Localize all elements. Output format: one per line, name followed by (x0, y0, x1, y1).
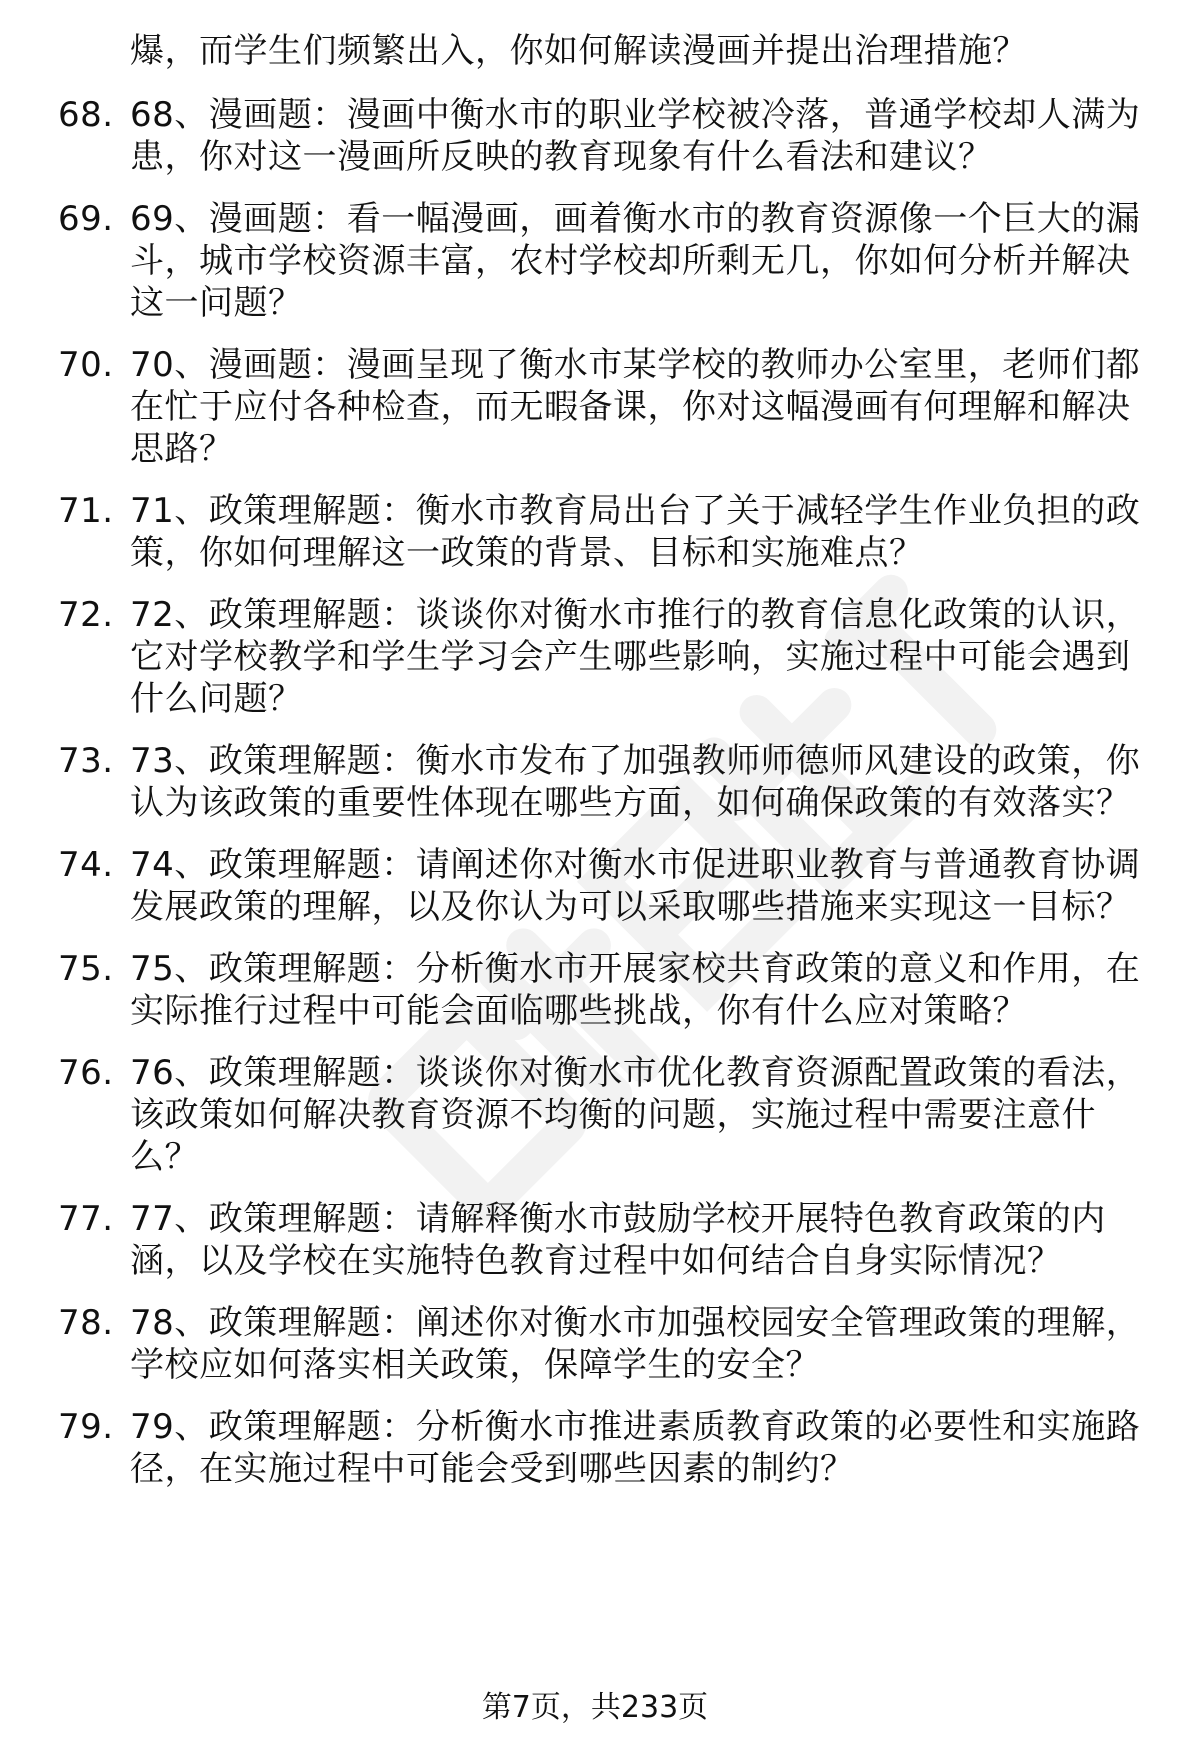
list-item (0, 1406, 1190, 1490)
list-item (0, 594, 1190, 720)
item-text: 73、政策理解题：衡水市发布了加强教师师德师风建设的政策，你认为该政策的重要性体现在哪些方面，如何确保政策的有效落实？ (130, 741, 1141, 823)
item-number: 71. (58, 491, 114, 531)
item-text: 69、漫画题：看一幅漫画，画着衡水市的教育资源像一个巨大的漏斗，城市学校资源丰富，农村学校却所剩无几，你如何分析并解决这一问题？ (130, 199, 1141, 323)
list-item (0, 740, 1190, 824)
page-footer: 第7页，共233页 (481, 1690, 709, 1725)
item-text: 76、政策理解题：谈谈你对衡水市优化教育资源配置政策的看法，该政策如何解决教育资源不均衡的问题，实施过程中需要注意什么？ (130, 1053, 1141, 1177)
item-text: 71、政策理解题：衡水市教育局出台了关于减轻学生作业负担的政策，你如何理解这一政策的背景、目标和实施难点？ (130, 491, 1141, 573)
list-item (0, 1052, 1190, 1178)
item-number: 77. (58, 1199, 114, 1239)
question-list (0, 30, 1190, 1510)
list-item (0, 948, 1190, 1032)
item-text: 72、政策理解题：谈谈你对衡水市推行的教育信息化政策的认识，它对学校教学和学生学习会产生哪些影响，实施过程中可能会遇到什么问题？ (130, 595, 1141, 719)
item-text: 77、政策理解题：请解释衡水市鼓励学校开展特色教育政策的内涵，以及学校在实施特色教育过程中如何结合自身实际情况？ (130, 1199, 1106, 1281)
item-number: 73. (58, 741, 114, 781)
list-item (0, 94, 1190, 178)
item-text: 68、漫画题：漫画中衡水市的职业学校被冷落，普通学校却人满为患，你对这一漫画所反映的教育现象有什么看法和建议？ (130, 95, 1141, 177)
list-item (0, 844, 1190, 928)
item-number: 75. (58, 949, 114, 989)
continued-text (0, 30, 1190, 72)
item-text: 78、政策理解题：阐述你对衡水市加强校园安全管理政策的理解，学校应如何落实相关政策，保障学生的安全？ (130, 1303, 1141, 1385)
list-item (0, 344, 1190, 470)
item-text: 75、政策理解题：分析衡水市开展家校共育政策的意义和作用，在实际推行过程中可能会面临哪些挑战，你有什么应对策略？ (130, 949, 1141, 1031)
item-text: 79、政策理解题：分析衡水市推进素质教育政策的必要性和实施路径，在实施过程中可能会受到哪些因素的制约？ (130, 1407, 1141, 1489)
item-number: 68. (58, 95, 114, 135)
item-number: 74. (58, 845, 114, 885)
item-number: 79. (58, 1407, 114, 1447)
item-number: 69. (58, 199, 114, 239)
item-number: 76. (58, 1053, 114, 1093)
item-number: 72. (58, 595, 114, 635)
list-item (0, 1198, 1190, 1282)
list-item (0, 198, 1190, 324)
continued-text-line: 爆，而学生们频繁出入，你如何解读漫画并提出治理措施？ (130, 31, 1027, 71)
item-text: 70、漫画题：漫画呈现了衡水市某学校的教师办公室里，老师们都在忙于应付各种检查，而无暇备课，你对这幅漫画有何理解和解决思路？ (130, 345, 1141, 469)
item-number: 78. (58, 1303, 114, 1343)
item-text: 74、政策理解题：请阐述你对衡水市促进职业教育与普通教育协调发展政策的理解，以及你认为可以采取哪些措施来实现这一目标？ (130, 845, 1141, 927)
item-number: 70. (58, 345, 114, 385)
list-item (0, 1302, 1190, 1386)
list-item (0, 490, 1190, 574)
